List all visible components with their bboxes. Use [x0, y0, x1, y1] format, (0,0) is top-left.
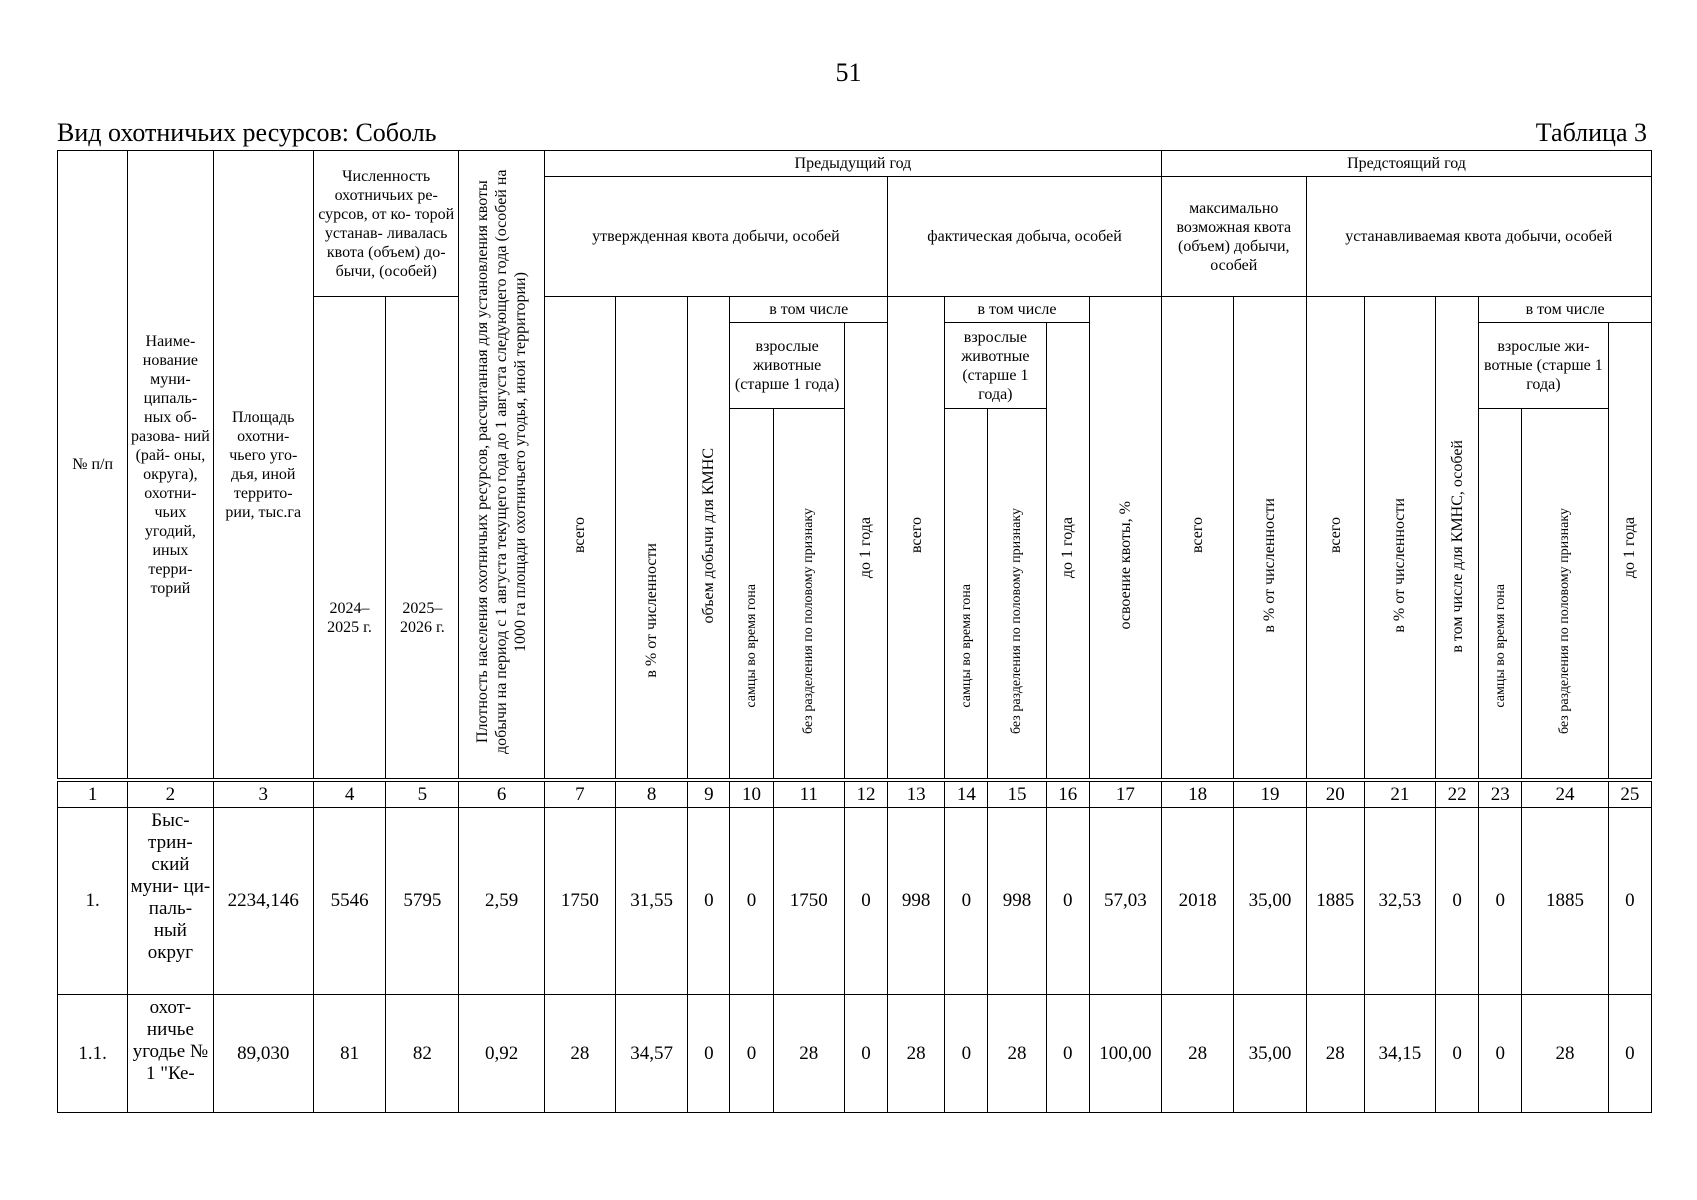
header-approved-pct-text: в % от численности — [643, 542, 661, 678]
header-name-text: Наиме- нование муни- ципаль- ных об- разова- ний (рай- оны, округа), охотни- чьих угодий, иных терри- торий — [131, 332, 210, 597]
header-max-total-text: всего — [1189, 516, 1207, 554]
header-approved-adults-text: взрослые животные (старше 1 года) — [734, 338, 840, 393]
column-number: 2 — [128, 782, 213, 808]
header-set-under1-text: до 1 года — [1621, 517, 1639, 579]
table-row — [58, 995, 1652, 1113]
header-actual-nosex-text: без разделения по половому признаку — [1009, 507, 1025, 735]
cell-quota-use: 57,03 — [1089, 808, 1161, 995]
header-name — [128, 151, 213, 779]
header-year-2025 — [386, 297, 459, 779]
cell-density: 2,59 — [459, 808, 544, 995]
column-number: 17 — [1089, 782, 1161, 808]
column-number: 7 — [544, 782, 615, 808]
header-upcoming-year: Предстоящий год — [1162, 151, 1652, 177]
cell-max-pct: 35,00 — [1234, 995, 1306, 1113]
quota-table-header — [57, 150, 1652, 779]
header-actual-males-text: самцы во время гона — [958, 584, 974, 708]
cell-set-males: 0 — [1479, 808, 1522, 995]
cell-quota-use: 100,00 — [1089, 995, 1161, 1113]
header-actual-adults-text: взрослые животные (старше 1 года) — [961, 328, 1030, 403]
header-density-text: Плотность населения охотничьих ресурсов, рассчитанная для установления квоты добычи на период с 1 августа текущего года до 1 августа следующего года (особей на 1000 га площади охотничьего угодья, иной территории) — [474, 169, 530, 755]
header-actual-nosex — [988, 409, 1046, 779]
header-approved-under1 — [844, 323, 887, 779]
cell-approved-nosex: 28 — [773, 995, 844, 1113]
cell-kmns-volume: 0 — [688, 995, 730, 1113]
cell-approved-nosex: 1750 — [773, 808, 844, 995]
cell-approved-males: 0 — [730, 995, 773, 1113]
header-set-pct — [1364, 297, 1435, 779]
cell-approved-under1: 0 — [844, 808, 887, 995]
cell-approved-under1: 0 — [844, 995, 887, 1113]
header-approved-adults — [730, 323, 844, 409]
row-num: 1. — [58, 808, 128, 995]
header-density — [459, 151, 544, 779]
header-approved-total-text: всего — [571, 516, 589, 554]
header-quota-use-text: освоение квоты, % — [1116, 500, 1134, 630]
header-actual-under1 — [1046, 323, 1089, 779]
header-kmns-volume — [688, 297, 730, 779]
table-label: Таблица 3 — [1535, 118, 1647, 147]
column-number: 6 — [459, 782, 544, 808]
row-num: 1.1. — [58, 995, 128, 1113]
header-num: № п/п — [58, 151, 128, 779]
quota-table-body — [57, 781, 1652, 1113]
cell-pop-2025: 82 — [386, 995, 459, 1113]
cell-pop-2025: 5795 — [386, 808, 459, 995]
cell-actual-nosex: 998 — [988, 808, 1046, 995]
header-set-nosex — [1522, 409, 1608, 779]
header-set-adults-text: взрослые жи- вотные (старше 1 года) — [1484, 338, 1603, 393]
cell-set-under1: 0 — [1608, 808, 1651, 995]
column-number: 18 — [1162, 782, 1234, 808]
cell-kmns-incl: 0 — [1436, 808, 1479, 995]
cell-area: 89,030 — [213, 995, 313, 1113]
cell-set-total: 1885 — [1306, 808, 1364, 995]
column-number: 11 — [773, 782, 844, 808]
header-approved-males — [730, 409, 773, 779]
cell-max-total: 28 — [1162, 995, 1234, 1113]
cell-actual-under1: 0 — [1046, 808, 1089, 995]
header-set-total — [1306, 297, 1364, 779]
cell-kmns-incl: 0 — [1436, 995, 1479, 1113]
header-max-pct-text: в % от численности — [1261, 497, 1279, 633]
header-approved-males-text: самцы во время гона — [744, 584, 760, 708]
header-set-pct-text: в % от численности — [1391, 497, 1409, 633]
resource-title: Вид охотничьих ресурсов: Соболь — [57, 118, 437, 147]
cell-approved-pct: 31,55 — [616, 808, 688, 995]
header-set-males — [1479, 409, 1522, 779]
header-area — [213, 151, 313, 779]
column-number: 14 — [945, 782, 988, 808]
cell-set-pct: 34,15 — [1364, 995, 1435, 1113]
row-name — [128, 808, 213, 995]
column-number: 9 — [688, 782, 730, 808]
header-set-nosex-text: без разделения по половому признаку — [1557, 507, 1573, 735]
header-actual-harvest: фактическая добыча, особей — [888, 177, 1162, 297]
cell-set-under1: 0 — [1608, 995, 1651, 1113]
cell-set-males: 0 — [1479, 995, 1522, 1113]
header-actual-under1-text: до 1 года — [1059, 517, 1077, 579]
header-approved-including: в том числе — [730, 297, 888, 323]
header-year-2024 — [313, 297, 385, 779]
table-row — [58, 808, 1652, 995]
header-actual-total-text: всего — [907, 516, 925, 554]
cell-approved-pct: 34,57 — [616, 995, 688, 1113]
header-actual-including: в том числе — [945, 297, 1090, 323]
header-population — [313, 151, 459, 297]
column-number: 24 — [1522, 782, 1608, 808]
column-number: 13 — [888, 782, 945, 808]
column-number: 1 — [58, 782, 128, 808]
cell-actual-nosex: 28 — [988, 995, 1046, 1113]
cell-actual-total: 998 — [888, 808, 945, 995]
header-approved-quota: утвержденная квота добычи, особей — [544, 177, 887, 297]
header-max-quota — [1162, 177, 1307, 297]
cell-set-nosex: 1885 — [1522, 808, 1608, 995]
header-approved-under1-text: до 1 года — [857, 517, 875, 579]
header-previous-year: Предыдущий год — [544, 151, 1161, 177]
cell-set-total: 28 — [1306, 995, 1364, 1113]
header-year-2025-text: 2025– 2026 г. — [399, 599, 445, 636]
column-number: 22 — [1436, 782, 1479, 808]
header-actual-males — [945, 409, 988, 779]
cell-actual-males: 0 — [945, 808, 988, 995]
cell-area: 2234,146 — [213, 808, 313, 995]
header-population-text: Численность охотничьих ре- сурсов, от ко- торой устанав- ливалась квота (объем) до- бычи, (особей) — [318, 167, 455, 280]
row-name — [128, 995, 213, 1113]
column-number: 10 — [730, 782, 773, 808]
header-year-2024-text: 2024– 2025 г. — [327, 599, 372, 636]
column-numbers-row — [58, 782, 1652, 808]
header-kmns-volume-text: объем добычи для КМНС — [700, 447, 718, 623]
header-approved-nosex — [773, 409, 844, 779]
column-number: 5 — [386, 782, 459, 808]
column-number: 8 — [616, 782, 688, 808]
header-set-adults — [1479, 323, 1608, 409]
cell-actual-under1: 0 — [1046, 995, 1089, 1113]
cell-set-nosex: 28 — [1522, 995, 1608, 1113]
column-number: 12 — [844, 782, 887, 808]
header-kmns-incl — [1436, 297, 1479, 779]
cell-kmns-volume: 0 — [688, 808, 730, 995]
cell-actual-total: 28 — [888, 995, 945, 1113]
header-set-including: в том числе — [1479, 297, 1652, 323]
column-number: 23 — [1479, 782, 1522, 808]
header-approved-nosex-text: без разделения по половому признаку — [801, 507, 817, 735]
cell-approved-total: 1750 — [544, 808, 615, 995]
header-max-quota-text: максимально возможная квота (объем) добычи, особей — [1176, 199, 1292, 274]
header-set-males-text: самцы во время гона — [1492, 584, 1508, 708]
header-max-pct — [1234, 297, 1306, 779]
column-number: 15 — [988, 782, 1046, 808]
column-number: 16 — [1046, 782, 1089, 808]
header-kmns-incl-text: в том числе для КМНС, особей — [1448, 440, 1466, 653]
header-area-text: Площадь охотни- чьего уго- дья, иной террито- рии, тыс.га — [225, 408, 302, 521]
header-approved-total — [544, 297, 615, 779]
header-actual-adults — [945, 323, 1046, 409]
header-approved-pct — [616, 297, 688, 779]
cell-pop-2024: 81 — [313, 995, 385, 1113]
column-number: 21 — [1364, 782, 1435, 808]
cell-set-pct: 32,53 — [1364, 808, 1435, 995]
row-name-text: Быс- трин- ский муни- ци- паль- ный округ — [130, 810, 211, 963]
column-number: 4 — [313, 782, 385, 808]
header-max-total — [1162, 297, 1234, 779]
header-set-under1 — [1608, 323, 1651, 779]
column-number: 25 — [1608, 782, 1651, 808]
column-number: 19 — [1234, 782, 1306, 808]
cell-approved-total: 28 — [544, 995, 615, 1113]
header-quota-use — [1089, 297, 1161, 779]
cell-pop-2024: 5546 — [313, 808, 385, 995]
header-set-quota: устанавливаемая квота добычи, особей — [1306, 177, 1651, 297]
page-number: 51 — [835, 58, 862, 87]
cell-max-total: 2018 — [1162, 808, 1234, 995]
header-set-total-text: всего — [1326, 516, 1344, 554]
cell-density: 0,92 — [459, 995, 544, 1113]
header-actual-total — [888, 297, 945, 779]
cell-actual-males: 0 — [945, 995, 988, 1113]
column-number: 20 — [1306, 782, 1364, 808]
column-number: 3 — [213, 782, 313, 808]
cell-approved-males: 0 — [730, 808, 773, 995]
cell-max-pct: 35,00 — [1234, 808, 1306, 995]
row-name-text: охот- ничье угодье № 1 "Ке- — [132, 997, 209, 1084]
